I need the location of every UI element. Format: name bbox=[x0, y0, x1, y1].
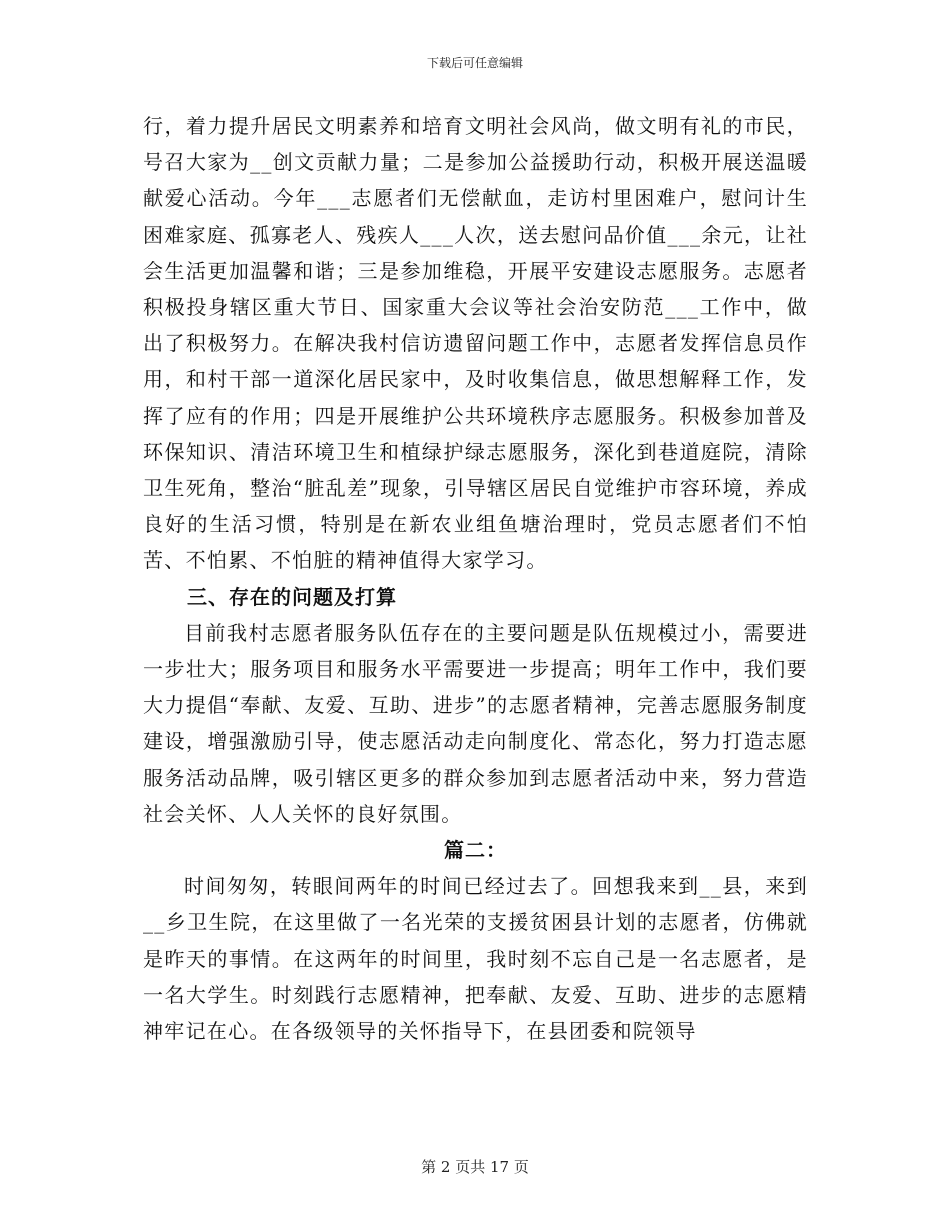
document-body bbox=[143, 108, 808, 1049]
page-header-note: 下载后可任意编辑 bbox=[426, 56, 523, 70]
paragraph-part-two: 时间匆匆，转眼间两年的时间已经过去了。回想我来到__县，来到__乡卫生院，在这里做了一名光荣的支援贫困县计划的志愿者，仿佛就是昨天的事情。在这两年的时间里，我时刻不忘自己是一名志愿者，是一名大学生。时刻践行志愿精神，把奉献、友爱、互助、进步的志愿精神牢记在心。在各级领导的关怀指导下，在县团委和院领导 bbox=[143, 874, 808, 1044]
page-footer-number: 第 2 页共 17 页 bbox=[421, 1158, 529, 1176]
part-two-heading: 篇二： bbox=[444, 838, 507, 863]
paragraph-continued: 行，着力提升居民文明素养和培育文明社会风尚，做文明有礼的市民，号召大家为__创文贡献力量；二是参加公益援助行动，积极开展送温暖献爱心活动。今年___志愿者们无偿献血，走访村里困难户，慰问计生困难家庭、孤寡老人、残疾人___人次，送去慰问品价值___余元，让社会生活更加温馨和谐；三是参加维稳，开展平安建设志愿服务。志愿者积极投身辖区重大节日、国家重大会议等社会治安防范___工作中，做出了积极努力。在解决我村信访遗留问题工作中，志愿者发挥信息员作用，和村干部一道深化居民家中，及时收集信息，做思想解释工作，发挥了应有的作用；四是开展维护公共环境秩序志愿服务。积极参加普及环保知识、清洁环境卫生和植绿护绿志愿服务，深化到巷道庭院，清除卫生死角，整治“脏乱差”现象，引导辖区居民自觉维护市容环境，养成良好的生活习惯，特别是在新农业组鱼塘治理时，党员志愿者们不怕苦、不怕累、不怕脏的精神值得大家学习。 bbox=[143, 114, 808, 573]
paragraph-problems: 目前我村志愿者服务队伍存在的主要问题是队伍规模过小，需要进一步壮大；服务项目和服务水平需要进一步提高；明年工作中，我们要大力提倡“奉献、友爱、互助、进步”的志愿者精神，完善志愿服务制度建设，增强激励引导，使志愿活动走向制度化、常态化，努力打造志愿服务活动品牌，吸引辖区更多的群众参加到志愿者活动中来，努力营造社会关怀、人人关怀的良好氛围。 bbox=[143, 620, 808, 826]
section-heading-problems: 三、存在的问题及打算 bbox=[187, 584, 397, 609]
